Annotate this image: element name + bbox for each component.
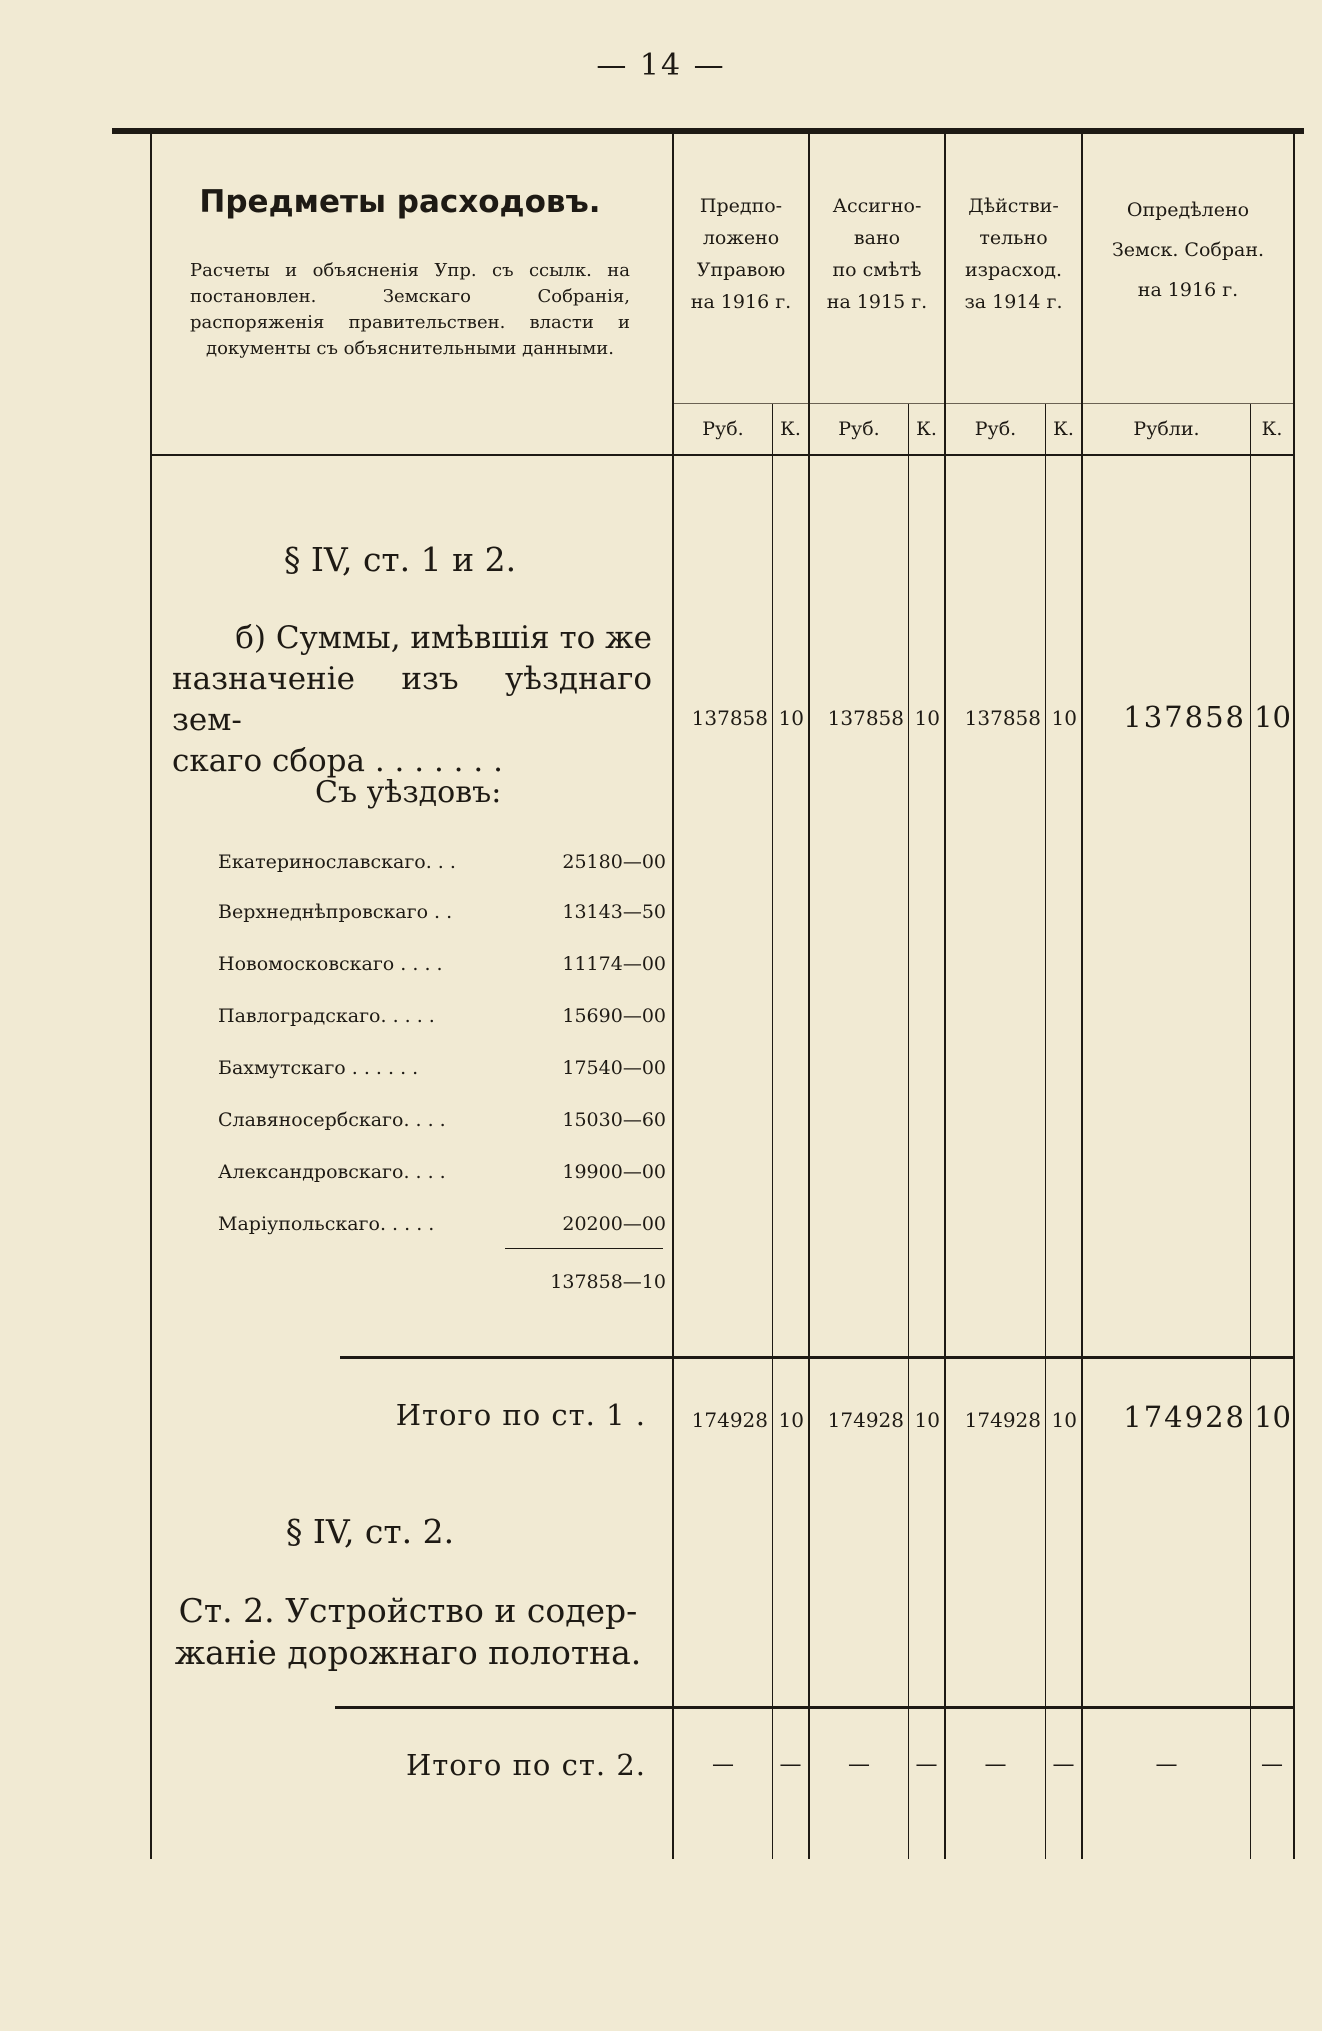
total-label-1: Итого по ст. 1 . (395, 1398, 646, 1432)
column-header-determined: Опредѣлено Земск. Собран. на 1916 г. (1111, 199, 1265, 301)
col-rule-2 (808, 134, 810, 1859)
from-districts-label: Съ уѣздовъ: (315, 775, 502, 810)
total2-proposed-rub: — (712, 1752, 734, 1777)
col-rule-1k (772, 404, 773, 1859)
total2-assigned-rub: — (848, 1752, 870, 1777)
section2-title: Ст. 2. Устройство и содер- жаніе дорожнаго полотна. (174, 1591, 642, 1672)
unit-kop-3: К. (1053, 418, 1074, 440)
list-item: Екатеринославскаго. . . 25180—00 (218, 851, 666, 873)
col-rule-right (1293, 134, 1295, 1859)
column-header-assigned: Ассигно- вано по смѣтѣ на 1915 г. (826, 195, 928, 313)
value-assigned-kop: 10 (914, 706, 940, 730)
header-title: Предметы расходовъ. (199, 184, 601, 220)
section2-heading: § IV, ст. 2. (285, 1512, 455, 1551)
total2-assigned-kop: — (915, 1752, 938, 1777)
total2-proposed-kop: — (779, 1752, 802, 1777)
table-top-rule (112, 128, 1304, 134)
column-header-proposed: Предпо- ложено Управою на 1916 г. (690, 195, 792, 313)
unit-rub-2: Руб. (838, 418, 880, 440)
unit-rub-1: Руб. (702, 418, 744, 440)
list-item: Новомосковскаго . . . . 11174—00 (218, 953, 666, 975)
total1-determined-rub: 174928 (1123, 1400, 1246, 1434)
header-rule (150, 454, 1295, 456)
unit-rule (672, 403, 1295, 404)
col-rule-2k (908, 404, 909, 1859)
total1-proposed-rub: 174928 (691, 1408, 768, 1432)
total1-assigned-kop: 10 (914, 1408, 940, 1432)
col-rule-left (150, 134, 152, 1859)
list-item: Верхнеднѣпровскаго . . 13143—50 (218, 901, 666, 923)
page-number: — 14 — (596, 48, 726, 83)
total-label-2: Итого по ст. 2. (405, 1748, 646, 1782)
col-rule-1 (672, 134, 674, 1859)
list-item: Павлоградскаго. . . . . 15690—00 (218, 1005, 666, 1027)
total1-spent-kop: 10 (1051, 1408, 1077, 1432)
total1-spent-rub: 174928 (964, 1408, 1041, 1432)
section-heading: § IV, ст. 1 и 2. (283, 540, 517, 579)
col-rule-4k (1250, 404, 1251, 1859)
col-rule-3k (1045, 404, 1046, 1859)
district-total: 137858—10 (550, 1271, 666, 1293)
total2-spent-kop: — (1052, 1752, 1075, 1777)
value-proposed-rub: 137858 (691, 706, 768, 730)
total1-assigned-rub: 174928 (827, 1408, 904, 1432)
total2-determined-kop: — (1261, 1752, 1283, 1777)
unit-rub-4: Рубли. (1133, 418, 1200, 440)
list-item: Бахмутскаго . . . . . . 17540—00 (218, 1057, 666, 1079)
value-proposed-kop: 10 (778, 706, 804, 730)
value-determined-kop: 10 (1254, 700, 1291, 734)
list-item: Александровскаго. . . . 19900—00 (218, 1161, 666, 1183)
header-description: Расчеты и объясненія Упр. съ ссылк. на постановлен. Земскаго Собранія, распоряженія правительствен. власти и документы съ объяснительными данными. (190, 260, 630, 359)
unit-kop-1: К. (780, 418, 801, 440)
value-determined-rub: 137858 (1123, 700, 1246, 734)
total2-determined-rub: — (1155, 1752, 1178, 1777)
section-paragraph: б) Суммы, имѣвшія то же назначеніе изъ уѣзднаго зем- скаго сбора . . . . . . . (172, 620, 652, 779)
total1-determined-kop: 10 (1254, 1400, 1291, 1434)
column-header-spent: Дѣйстви- тельно израсход. за 1914 г. (964, 195, 1063, 313)
col-rule-4 (1081, 134, 1083, 1859)
subtotal-rule-2 (335, 1706, 1295, 1709)
total2-spent-rub: — (984, 1752, 1007, 1777)
unit-kop-4: К. (1261, 418, 1283, 440)
district-sum-rule (505, 1248, 663, 1249)
list-item: Маріупольскаго. . . . . 20200—00 (218, 1213, 666, 1235)
subtotal-rule-1 (340, 1356, 1295, 1359)
unit-kop-2: К. (916, 418, 937, 440)
value-assigned-rub: 137858 (827, 706, 904, 730)
value-spent-rub: 137858 (964, 706, 1041, 730)
value-spent-kop: 10 (1051, 706, 1077, 730)
list-item: Славяносербскаго. . . . 15030—60 (218, 1109, 666, 1131)
col-rule-3 (944, 134, 946, 1859)
unit-rub-3: Руб. (974, 418, 1017, 440)
total1-proposed-kop: 10 (778, 1408, 804, 1432)
